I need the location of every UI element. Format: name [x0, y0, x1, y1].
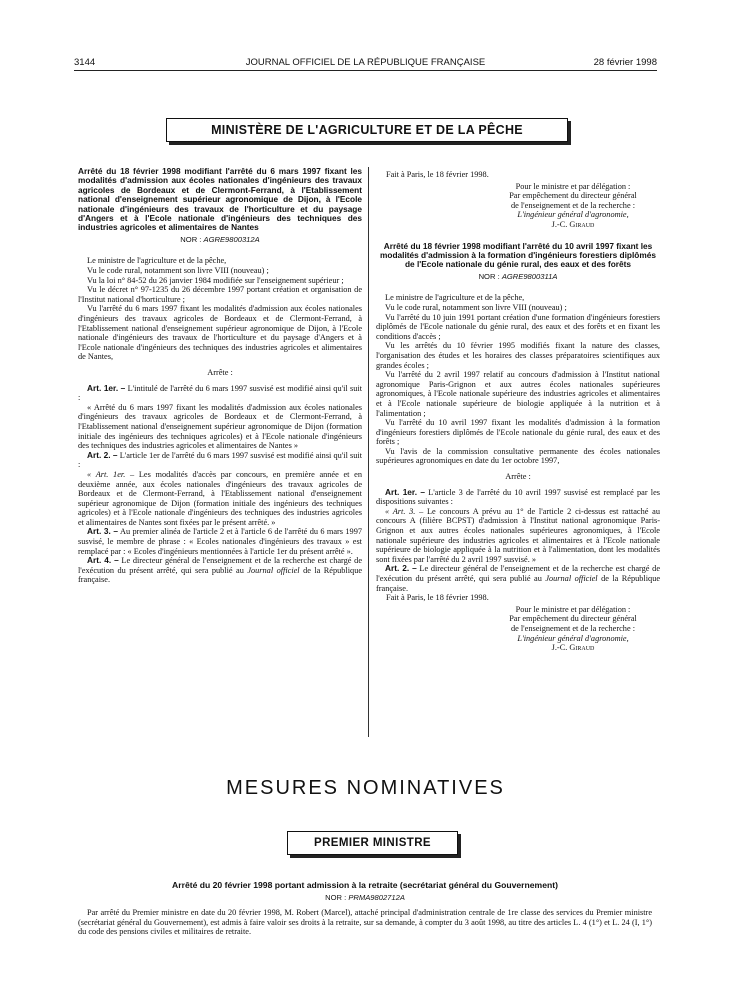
article-label: Art. 2. –	[87, 449, 118, 460]
paragraph: Le ministre de l'agriculture et de la pêche,	[87, 256, 227, 266]
paragraph: Vu le décret n° 97-1235 du 26 décembre 1997 portant création et organisation de l'Institut national d'horticulture ;	[78, 285, 362, 304]
article-text: de la République française.	[376, 574, 661, 593]
right-nor	[376, 272, 660, 282]
article-1	[376, 488, 660, 507]
nor-label: NOR :	[478, 271, 500, 281]
paragraph: Vu l'arrêté du 10 juin 1991 portant création d'une formation d'ingénieurs forestiers diplômés de l'Ecole nationale du génie rural, des eaux et des forêts et en fixant les conditions d'accès ;	[376, 312, 660, 341]
column-divider	[368, 167, 369, 737]
page-number: 3144	[74, 57, 96, 68]
page-header	[74, 57, 657, 71]
signature-block	[488, 605, 658, 653]
signature-line: Pour le ministre et par délégation :	[515, 181, 631, 191]
nor-code: PRMA9802712A	[348, 893, 405, 902]
nor-code: AGRE9800311A	[501, 271, 558, 281]
signatory-name: J.-C. Giraud	[551, 643, 595, 653]
article-text: Le directeur général de l'enseignement et de la recherche est chargé de l'exécution du présent arrêté, qui sera publié au	[78, 556, 362, 575]
bottom-arrete-title: Arrêté du 20 février 1998 portant admission à la retraite (secrétariat général du Gouvernement)	[172, 880, 558, 890]
signature-line: Par empêchement du directeur général	[509, 614, 637, 624]
premier-ministre-heading: PREMIER MINISTRE	[287, 831, 458, 855]
signature-place-date: Fait à Paris, le 18 février 1998.	[386, 170, 489, 179]
signature-line: de l'enseignement et de la recherche :	[510, 200, 636, 210]
signature-line: L'ingénieur général d'agronomie,	[517, 633, 629, 643]
paragraph: Vu l'avis de la commission consultative permanente des écoles nationales supérieures agronomiques en date du 1er octobre 1997,	[376, 446, 660, 466]
article-label: Art. 1er. –	[385, 486, 426, 497]
signature-place-date: Fait à Paris, le 18 février 1998.	[386, 593, 489, 603]
article-text: L'intitulé de l'arrêté du 6 mars 1997 susvisé est modifié ainsi qu'il suit :	[78, 383, 362, 403]
article-1	[78, 384, 362, 403]
article-text: L'article 1er de l'arrêté du 6 mars 1997 susvisé est modifié ainsi qu'il suit :	[78, 450, 363, 470]
bottom-body	[78, 908, 652, 937]
paragraph: Vu la loi n° 84-52 du 26 janvier 1984 modifiée sur l'enseignement supérieur ;	[87, 275, 344, 285]
mesures-nominatives-heading: MESURES NOMINATIVES	[226, 777, 505, 799]
bottom-nor	[78, 893, 652, 902]
quote-text: Les modalités d'accès par concours, en première année et en deuxième année, aux écoles nationales d'ingénieurs des travaux agricoles de Bordeaux et de Clermont-Ferrand, à l'Etablissement national d'enseignement supérieur agronomique de Dijon (formation initiale des ingénieurs des techniques agricoles) et à l'Ecole nationale d'ingénieurs des techniques des industries agricoles et alimentaires de Nantes sont fixées par le présent arrêté. »	[78, 469, 363, 527]
quotation: « Arrêté du 6 mars 1997 fixant les modalités d'admission aux écoles nationales d'ingénieurs des travaux agricoles de Bordeaux et de Clermont-Ferrand, à l'Etablissement national d'enseignement supérieur agronomique de Dijon (formation initiale des ingénieurs des techniques agricoles) et à l'Ecole nationale d'ingénieurs des techniques des industries agricoles et alimentaires de Nantes »	[78, 402, 362, 451]
article-2	[78, 451, 362, 470]
article-3	[78, 527, 362, 556]
paragraph: Vu l'arrêté du 10 avril 1997 fixant les modalités d'admission à la formation d'ingénieurs forestiers diplômés de l'Ecole nationale du génie rural, des eaux et des forêts ;	[376, 418, 660, 447]
header-rule	[74, 70, 657, 71]
left-nor	[78, 235, 362, 245]
nor-label: NOR :	[180, 234, 202, 244]
quote-label: « Art. 1er. –	[87, 469, 135, 479]
nor-code: AGRE9800312A	[203, 234, 260, 244]
right-column	[376, 170, 660, 653]
left-column	[78, 167, 362, 585]
paragraph: Vu l'arrêté du 6 mars 1997 fixant les modalités d'admission aux écoles nationales d'ingénieurs des travaux agricoles de Bordeaux et de Clermont-Ferrand, à l'Etablissement national d'enseignement supérieur agronomique de Dijon, à l'Ecole nationale d'ingénieurs des travaux de l'horticulture et du paysage d'Angers et à l'Ecole nationale d'ingénieurs des techniques des industries agricoles et alimentaires de Nantes,	[78, 304, 362, 362]
article-label: Art. 2. –	[385, 563, 417, 574]
signature-line: Pour le ministre et par délégation :	[515, 604, 631, 614]
paragraph: Le ministre de l'agriculture et de la pêche,	[385, 293, 525, 303]
arrete-heading: Arrête :	[207, 367, 233, 377]
right-arrete-title: Arrêté du 18 février 1998 modifiant l'arrêté du 10 avril 1997 fixant les modalités d'admission à la formation d'ingénieurs forestiers diplômés de l'Ecole nationale du génie rural, des eaux et des forêts	[380, 240, 656, 270]
paragraph: Par arrêté du Premier ministre en date du 20 février 1998, M. Robert (Marcel), attaché principal d'administration centrale de 1re classe des services du Premier ministre (secrétariat général du Gouvernement), est admis à faire valoir ses droits à la retraite, sur sa demande, à compter du 3 août 1998, au titre des articles L. 4 (1°) et L. 24 (I, 1°) du code des pensions civiles et militaires de retraite.	[78, 908, 652, 937]
article-text: L'article 3 de l'arrêté du 10 avril 1997 susvisé est remplacé par les dispositions suivantes :	[376, 487, 660, 507]
paragraph: Vu les arrêtés du 10 février 1995 modifiés fixant la nature des classes, l'organisation des études et les horaires des classes préparatoires scientifiques aux grandes écoles ;	[376, 341, 660, 370]
journal-officiel-ref: Journal officiel	[247, 565, 300, 575]
paragraph: Vu l'arrêté du 2 avril 1997 relatif au concours d'admission à l'Institut national agronomique Paris-Grignon et aux autres écoles nationales supérieures agronomiques, à l'Ecole nationale supérieure des industries agricoles et alimentaires et à l'Ecole nationale supérieure de biologie appliquée à la nutrition et à l'alimentation ;	[376, 370, 660, 418]
paragraph: Vu le code rural, notamment son livre VIII (nouveau) ;	[87, 266, 269, 276]
article-2	[376, 564, 660, 593]
issue-date: 28 février 1998	[593, 57, 657, 68]
article-text: Au premier alinéa de l'article 2 et à l'article 6 de l'arrêté du 6 mars 1997 susvisé, le membre de phrase : « Ecoles nationales d'ingénieurs des travaux » est remplacé par : « Ecoles d'ingénieurs mentionnées à l'article 1er du présent arrêté ».	[78, 527, 363, 556]
journal-officiel-ref: Journal officiel	[545, 574, 598, 583]
left-arrete-title: Arrêté du 18 février 1998 modifiant l'arrêté du 6 mars 1997 fixant les modalités d'admission aux écoles nationales d'ingénieurs des travaux agricoles de Bordeaux et de Clermont-Ferrand, à l'Etablissement national d'enseignement supérieur agronomique de Dijon, à l'Ecole nationale d'ingénieurs des travaux de l'horticulture et du paysage d'Angers et à l'Ecole nationale d'ingénieurs des techniques des industries agricoles et alimentaires de Nantes	[78, 166, 362, 233]
paragraph: Vu le code rural, notamment son livre VIII (nouveau) ;	[385, 302, 567, 312]
signature-block	[488, 182, 658, 230]
quotation	[376, 507, 660, 565]
article-label: Art. 1er. –	[87, 382, 126, 393]
journal-title: JOURNAL OFFICIEL DE LA RÉPUBLIQUE FRANÇAISE	[245, 57, 486, 68]
article-label: Art. 4. –	[87, 555, 119, 566]
article-text: Le directeur général de l'enseignement et de la recherche est chargé de l'exécution du présent arrêté, qui sera publié au	[376, 564, 660, 583]
article-label: Art. 3. –	[87, 526, 119, 537]
article-text: de la République française.	[78, 565, 363, 585]
quote-text: Le concours A prévu au 1° de l'article 2 ci-dessus est rattaché au concours A (filière BCPST) d'admission à l'Institut national agronomique Paris-Grignon et aux autres écoles nationales supérieures agronomiques, à l'Ecole nationale supérieure des industries agricoles et alimentaires et à l'Ecole nationale supérieure de biologie appliquée à la nutrition et à l'alimentation, dont les modalités sont fixées par l'arrêté du 2 avril 1997 susvisé. »	[376, 506, 660, 564]
arrete-heading: Arrête :	[505, 472, 531, 482]
quote-label: « Art. 3. –	[385, 506, 424, 516]
nor-label: NOR :	[325, 893, 347, 902]
signature-line: Par empêchement du directeur général	[509, 191, 637, 201]
ministry-heading: MINISTÈRE DE L'AGRICULTURE ET DE LA PÊCHE	[166, 118, 568, 142]
quotation	[78, 470, 362, 528]
signature-line: de l'enseignement et de la recherche :	[510, 623, 636, 633]
signature-line: L'ingénieur général d'agronomie,	[517, 210, 629, 220]
signatory-name: J.-C. Giraud	[551, 219, 595, 229]
article-4	[78, 556, 362, 585]
